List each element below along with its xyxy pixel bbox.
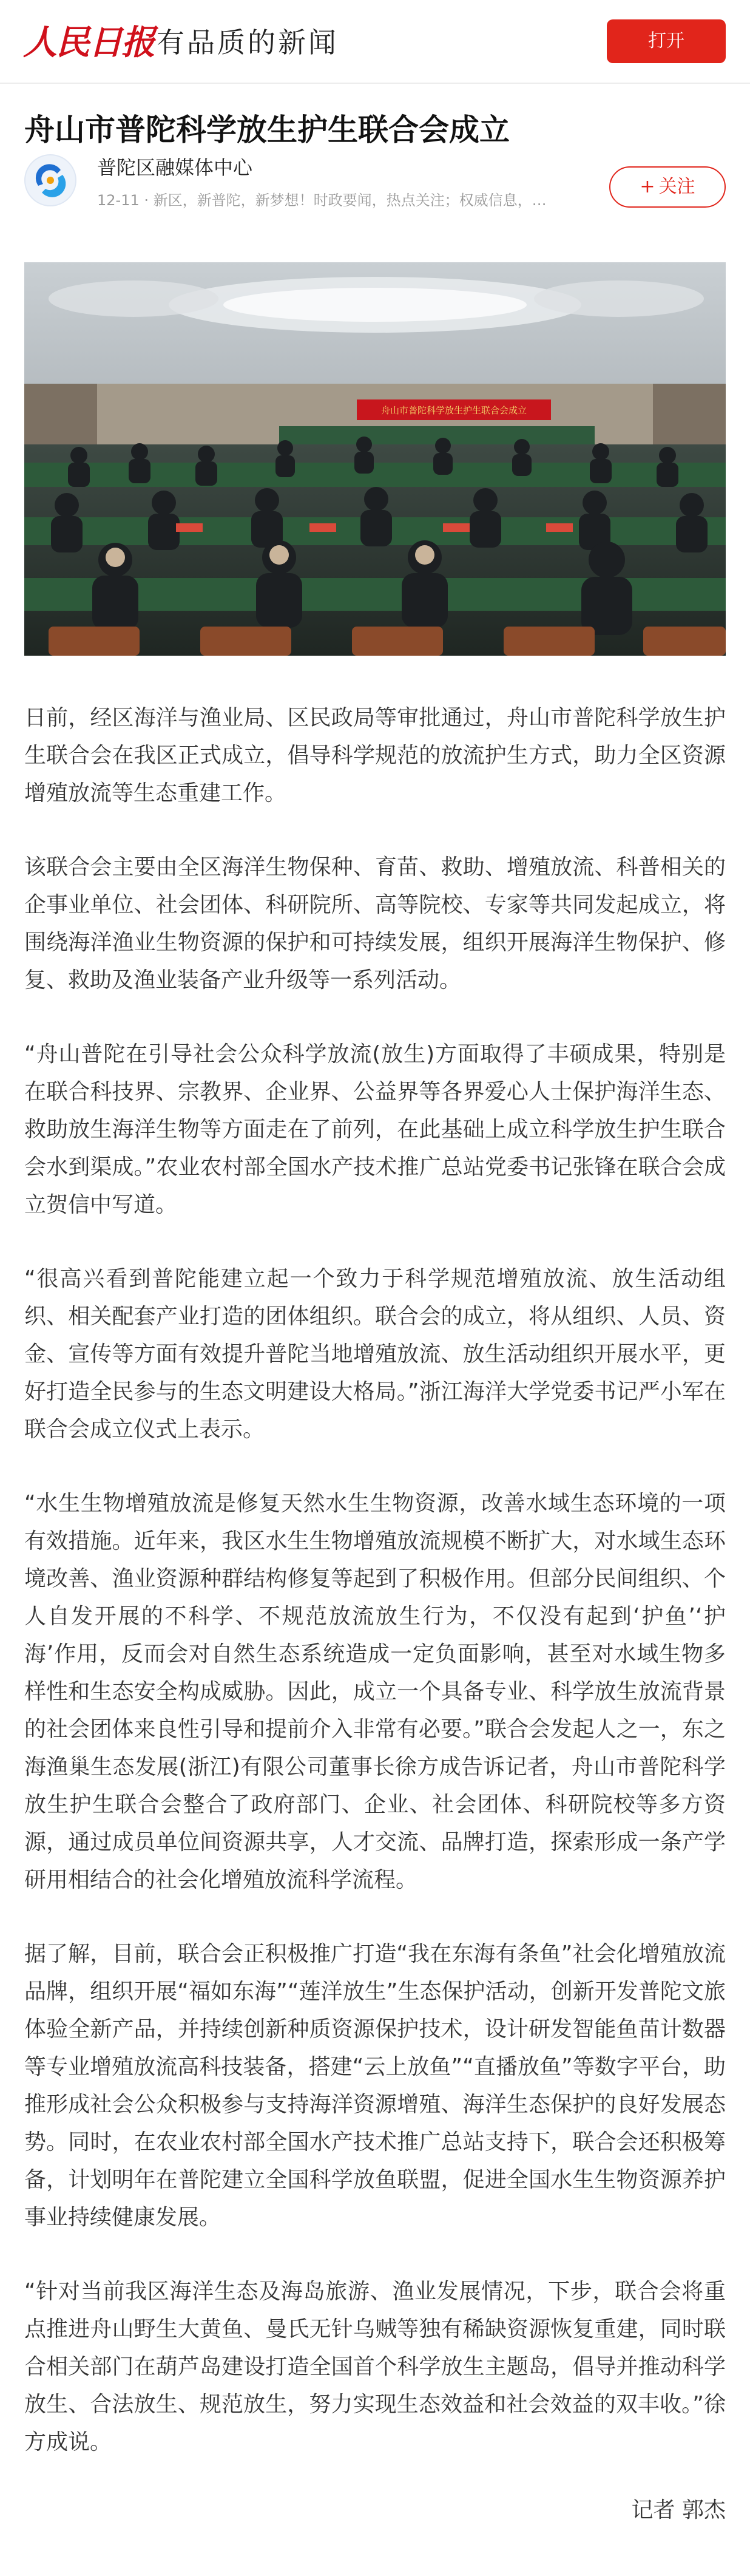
header-divider [0,83,750,84]
article-paragraph: 日前，经区海洋与渔业局、区民政局等审批通过，舟山市普陀科学放生护生联合会在我区正式成立，倡导科学规范的放流护生方式，助力全区资源增殖放流等生态重建工作。 [24,705,726,806]
article-paragraph: 据了解，目前，联合会正积极推广打造“我在东海有条鱼”社会化增殖放流品牌，组织开展“福如东海”“莲洋放生”生态保护活动，创新开发普陀文旅体验全新产品，并持续创新种质资源保护技术，设计研发智能鱼苗计数器等专业增殖放流高科技装备，搭建“云上放鱼”“直播放鱼”等数字平台，助推形成社会公众积极参与支持海洋资源增殖、海洋生态保护的良好发展态势。同时，在农业农村部全国水产技术推广总站支持下，联合会还积极筹备，计划明年在普陀建立全国科学放鱼联盟，促进全国水生生物资源养护事业持续健康发展。 [24,1942,726,2230]
top-bar [0,0,750,85]
article-body [24,699,726,2498]
plus-icon: + [640,176,655,197]
photo-banner-text: 舟山市普陀科学放生护生联合会成立 [380,405,527,416]
follow-label: 关注 [658,176,695,197]
meeting-photo-illustration [24,262,726,656]
follow-button[interactable] [609,166,726,208]
app-slogan: 有品质的新闻 [157,26,339,59]
article-paragraph: 该联合会主要由全区海洋生物保种、育苗、救助、增殖放流、科普相关的企事业单位、社会团体、科研院所、高等院校、专家等共同发起成立，将围绕海洋渔业生物资源的保护和可持续发展，组织开展海洋生物保护、修复、救助及渔业装备产业升级等一系列活动。 [24,855,726,993]
open-app-button[interactable]: 打开 [607,19,726,63]
article-paragraph: “舟山普陀在引导社会公众科学放流(放生)方面取得了丰硕成果，特别是在联合科技界、宗教界、企业界、公益界等各界爱心人士保护海洋生态、救助放生海洋生物等方面走在了前列，在此基础上成立科学放生护生联合会水到渠成。”农业农村部全国水产技术推广总站党委书记张锋在联合会成立贺信中写道。 [24,1042,726,1217]
article-photo[interactable] [24,262,726,656]
media-logo-icon[interactable] [24,154,76,206]
article-title: 舟山市普陀科学放生护生联合会成立 [24,112,510,148]
author-meta: 12-11 · 新区，新普陀，新梦想！时政要闻，热点关注；权威信息，… [97,192,547,209]
reporter-byline: 记者 郭杰 [631,2498,726,2523]
article-paragraph: “很高兴看到普陀能建立起一个致力于科学规范增殖放流、放生活动组织、相关配套产业打造的团体组织。联合会的成立，将从组织、人员、资金、宣传等方面有效提升普陀当地增殖放流、放生活动组织开展水平，更好打造全民参与的生态文明建设大格局。”浙江海洋大学党委书记严小军在联合会成立仪式上表示。 [24,1266,726,1442]
author-name[interactable]: 普陀区融媒体中心 [97,156,253,179]
app-logo[interactable]: 人民日报 [23,22,154,63]
article-paragraph: “针对当前我区海洋生态及海岛旅游、渔业发展情况，下步，联合会将重点推进舟山野生大黄鱼、曼氏无针乌贼等独有稀缺资源恢复重建，同时联合相关部门在葫芦岛建设打造全国首个科学放生主题岛，倡导并推动科学放生、合法放生、规范放生，努力实现生态效益和社会效益的双丰收。”徐方成说。 [24,2279,726,2455]
article-paragraph: “水生生物增殖放流是修复天然水生生物资源，改善水域生态环境的一项有效措施。近年来，我区水生生物增殖放流规模不断扩大，对水域生态环境改善、渔业资源种群结构修复等起到了积极作用。但部分民间组织、个人自发开展的不科学、不规范放流放生行为，不仅没有起到‘护鱼’‘护海’作用，反而会对自然生态系统造成一定负面影响，甚至对水域生物多样性和生态安全构成威胁。因此，成立一个具备专业、科学放生放流背景的社会团体来良性引导和提前介入非常有必要。”联合会发起人之一，东之海渔巢生态发展(浙江)有限公司董事长徐方成告诉记者，舟山市普陀科学放生护生联合会整合了政府部门、企业、社会团体、科研院校等多方资源，通过成员单位间资源共享，人才交流、品牌打造，探索形成一条产学研用相结合的社会化增殖放流科学流程。 [24,1491,726,1892]
